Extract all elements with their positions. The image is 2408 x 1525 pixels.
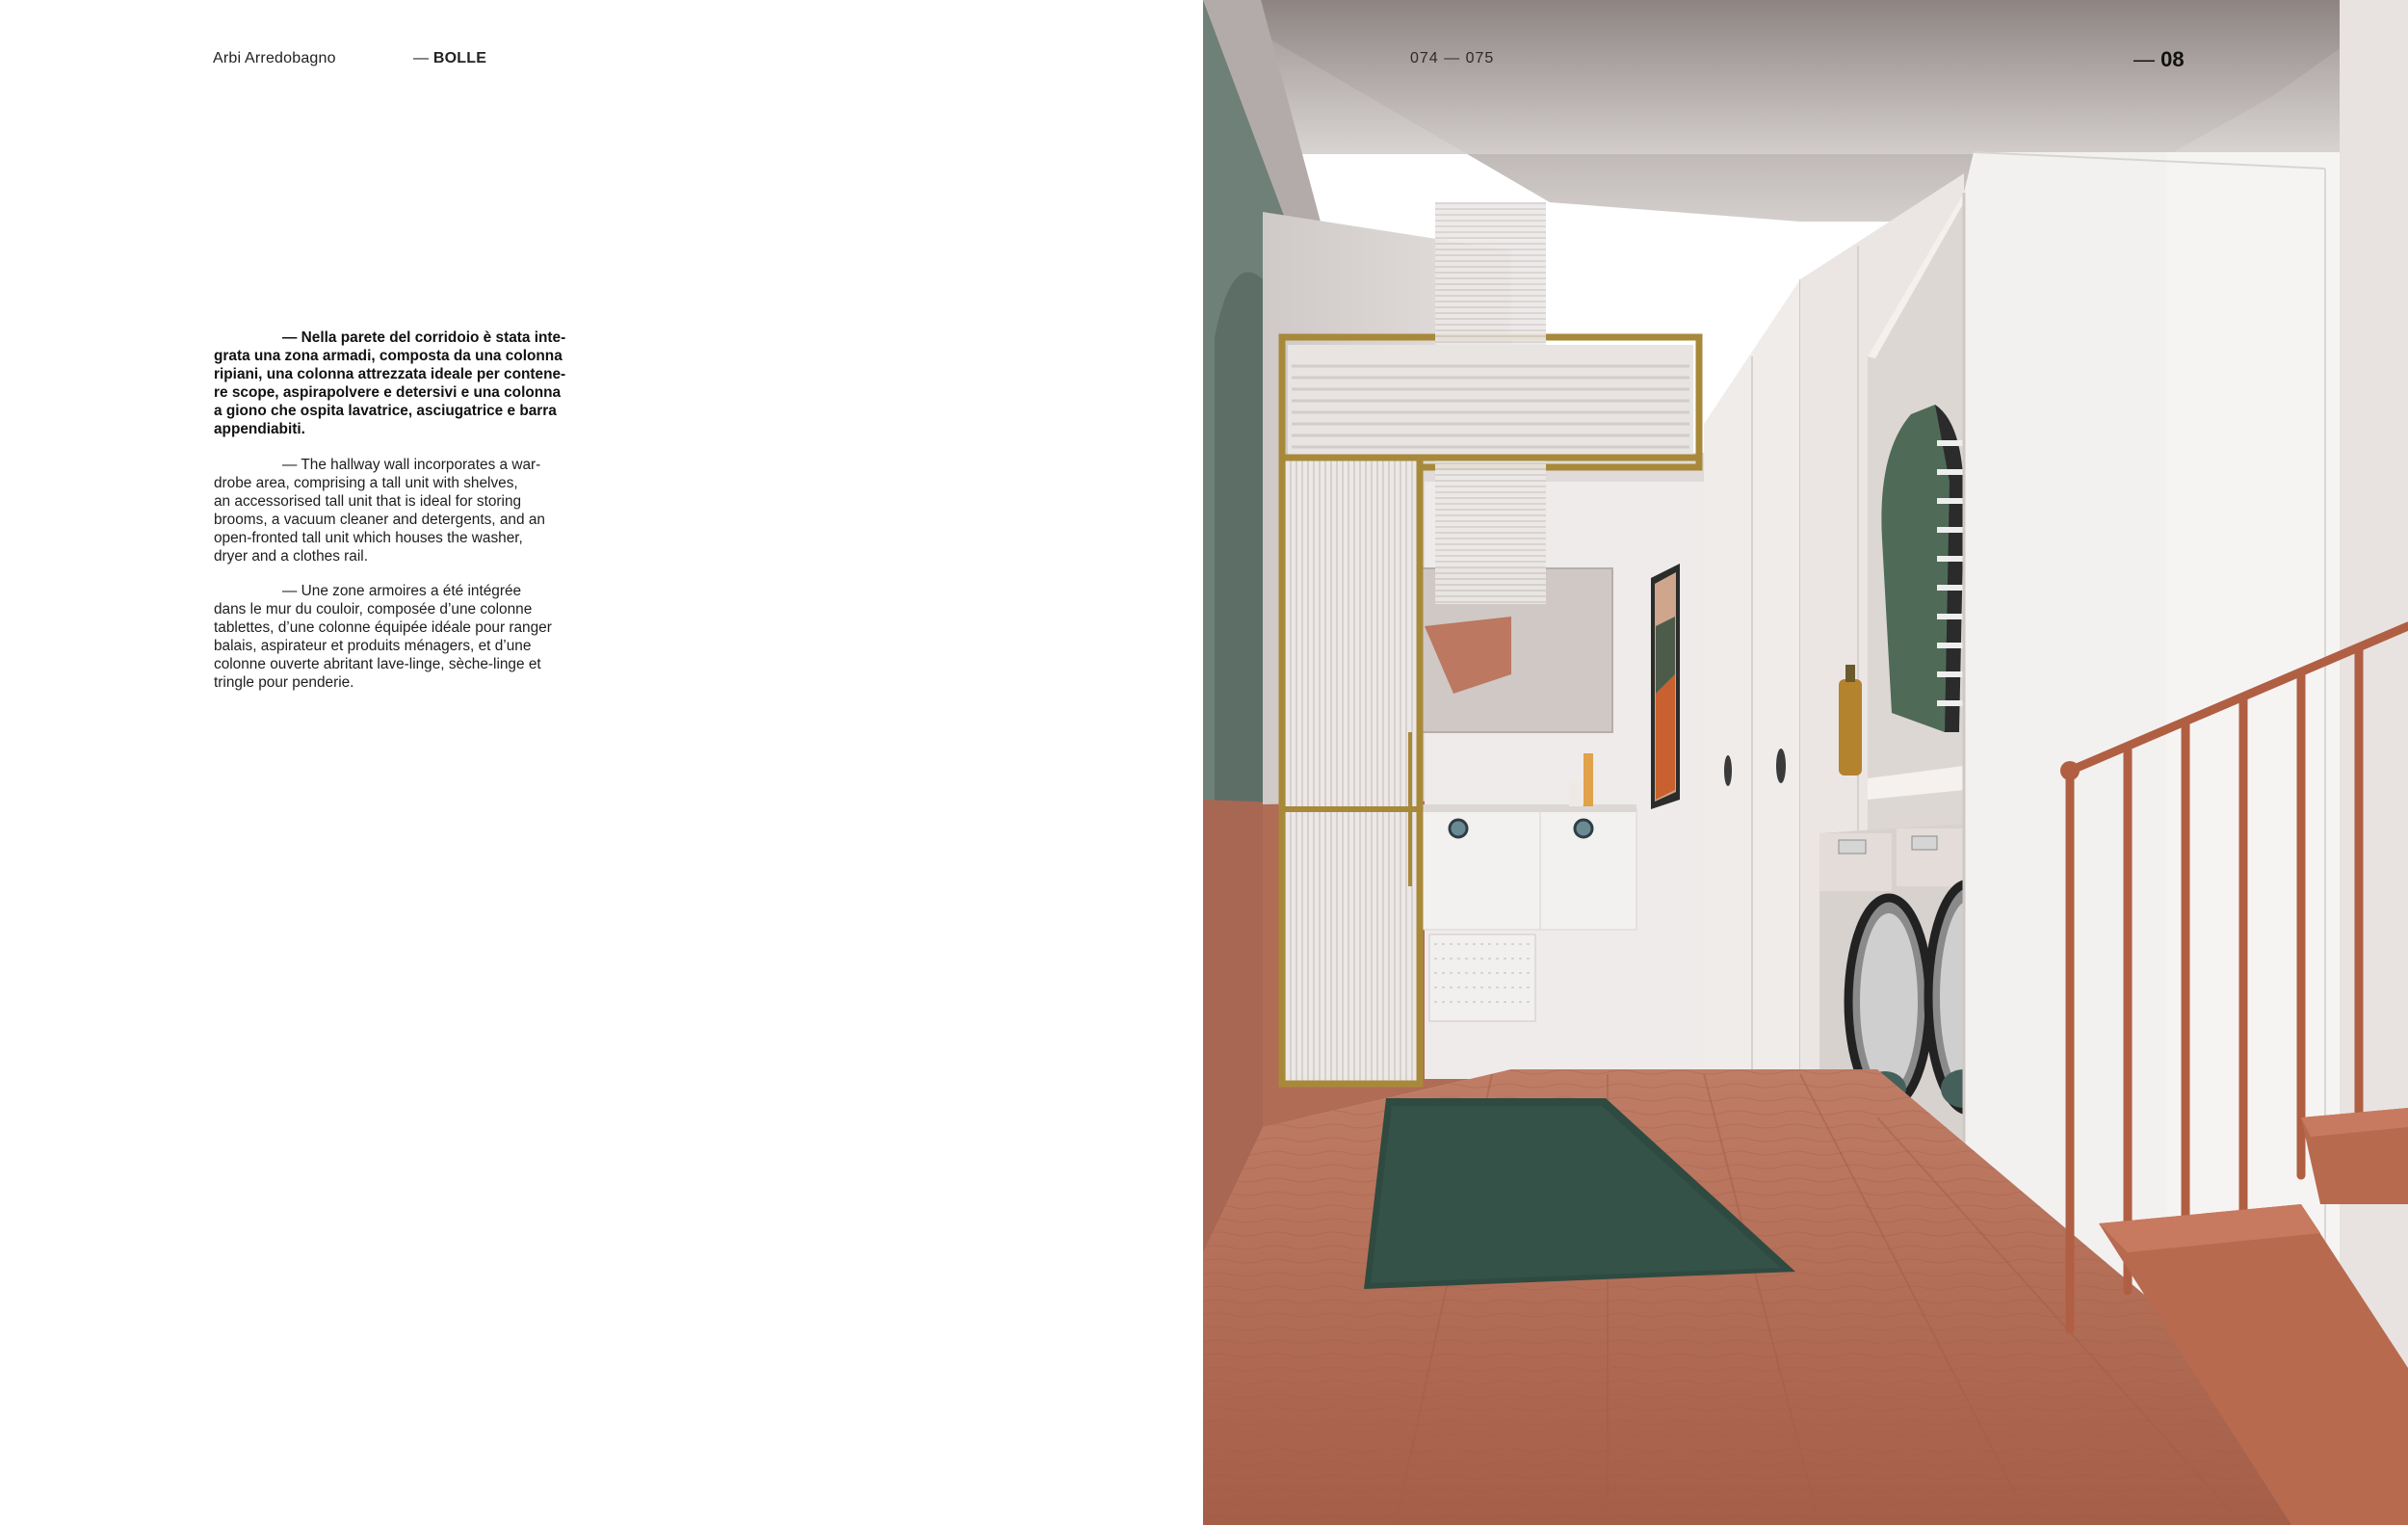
paragraph-italian bbox=[214, 329, 609, 438]
section-dash: — bbox=[413, 50, 430, 66]
interior-photo bbox=[1203, 0, 2408, 1525]
hallway-laundry-scene bbox=[1203, 0, 2408, 1525]
text-line: re scope, aspirapolvere e detersivi e una colonna bbox=[214, 383, 562, 401]
chapter-dash: — bbox=[2133, 47, 2155, 71]
text-line: brooms, a vacuum cleaner and detergents, and an bbox=[214, 511, 545, 528]
paragraph-french bbox=[214, 583, 609, 692]
section-title bbox=[413, 48, 486, 69]
page-separator: — bbox=[1444, 50, 1461, 66]
section-name: BOLLE bbox=[432, 50, 487, 66]
text-line: dryer and a clothes rail. bbox=[214, 547, 368, 565]
text-line: grata una zona armadi, composta da una colonna bbox=[214, 347, 563, 364]
page-right-number: 075 bbox=[1465, 50, 1495, 66]
left-page bbox=[0, 0, 1203, 1525]
page-left-number: 074 bbox=[1410, 50, 1439, 66]
text-line: ripiani, una colonna attrezzata ideale per contene- bbox=[214, 365, 566, 382]
paragraph-english bbox=[214, 457, 609, 565]
chapter-value: 08 bbox=[2160, 47, 2185, 71]
text-line: — Nella parete del corridoio è stata inte- bbox=[282, 329, 566, 346]
text-line: — Une zone armoires a été intégrée bbox=[282, 583, 522, 599]
text-line: appendiabiti. bbox=[214, 420, 305, 437]
text-line: drobe area, comprising a tall unit with shelves, bbox=[214, 474, 518, 491]
text-line: balais, aspirateur et produits ménagers, et d’une bbox=[214, 637, 532, 654]
page-numbers bbox=[1410, 48, 1494, 69]
brand-name: Arbi Arredobagno bbox=[213, 50, 336, 66]
text-line: tringle pour penderie. bbox=[214, 673, 354, 691]
chapter-number bbox=[2133, 47, 2185, 72]
text-line: an accessorised tall unit that is ideal for storing bbox=[214, 492, 522, 510]
text-line: dans le mur du couloir, composée d’une colonne bbox=[214, 600, 533, 618]
text-line: open-fronted tall unit which houses the washer, bbox=[214, 529, 523, 546]
text-line: — The hallway wall incorporates a war- bbox=[282, 457, 541, 473]
text-line: colonne ouverte abritant lave-linge, sèche-linge et bbox=[214, 655, 541, 672]
text-line: a giono che ospita lavatrice, asciugatrice e barra bbox=[214, 402, 557, 419]
glass-sliding-door bbox=[1282, 458, 1420, 1084]
text-line: tablettes, d’une colonne équipée idéale pour ranger bbox=[214, 618, 552, 636]
